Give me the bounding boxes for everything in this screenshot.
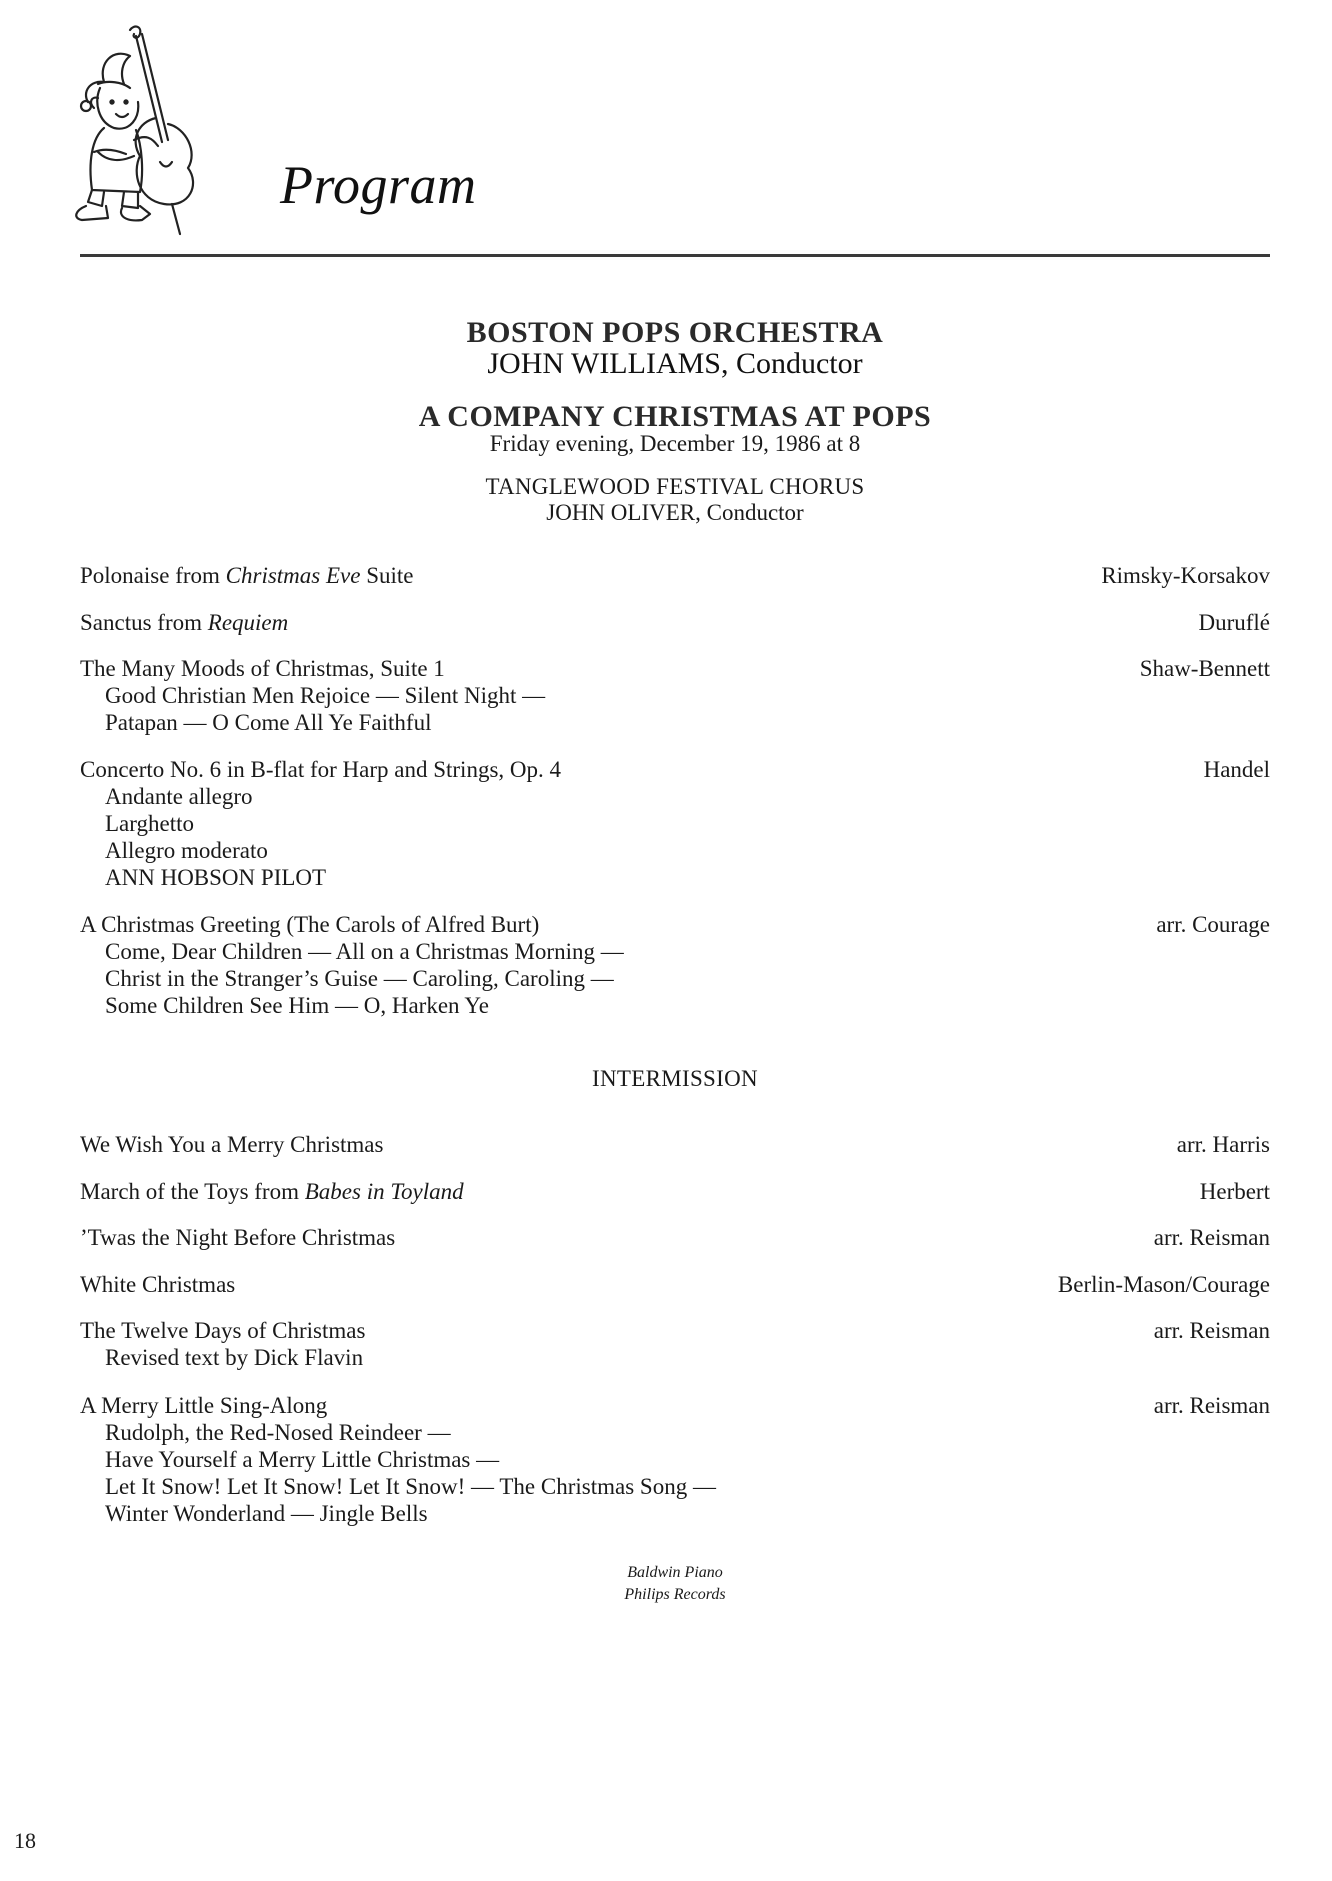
orchestra-conductor: JOHN WILLIAMS, Conductor xyxy=(487,347,863,380)
page-number: 18 xyxy=(14,1828,36,1853)
piece-title xyxy=(80,1224,1270,1251)
program-entry xyxy=(80,1317,1270,1371)
piece-title xyxy=(80,1392,1270,1419)
program-entry xyxy=(80,655,1270,736)
composer-name: Berlin-Mason/Courage xyxy=(1057,1272,1270,1297)
piece-sub-line: Rudolph, the Red-Nosed Reindeer — xyxy=(105,1420,451,1445)
elf-with-double-bass-icon xyxy=(68,22,208,238)
piece-sub-line: Come, Dear Children — All on a Christmas Morning — xyxy=(105,939,624,964)
orchestra-name: BOSTON POPS ORCHESTRA xyxy=(466,316,884,349)
program-entry xyxy=(80,1392,1270,1527)
piece-title-italic: Requiem xyxy=(207,610,289,635)
piece-sub-line: Larghetto xyxy=(105,811,194,836)
piece-title-text: Sanctus from xyxy=(80,610,208,635)
piece-sub-line: Some Children See Him — O, Harken Ye xyxy=(105,993,489,1018)
piece-sub-line: Let It Snow! Let It Snow! Let It Snow! — The Christmas Song — xyxy=(105,1474,716,1499)
composer-name: arr. Reisman xyxy=(1153,1318,1270,1343)
piece-title xyxy=(80,1131,1270,1158)
composer-name: arr. Reisman xyxy=(1153,1225,1270,1250)
composer-name: Handel xyxy=(1203,757,1270,782)
program-entry xyxy=(80,1271,1270,1298)
piece-title-text: ’Twas the Night Before Christmas xyxy=(80,1225,396,1250)
event-date: Friday evening, December 19, 1986 at 8 xyxy=(489,431,861,456)
piece-sub-line: ANN HOBSON PILOT xyxy=(105,865,327,890)
piece-sub-line: Allegro moderato xyxy=(105,838,268,863)
program-entry xyxy=(80,562,1270,589)
page-title: Program xyxy=(280,155,477,215)
intermission-label: INTERMISSION xyxy=(592,1066,758,1091)
piece-title-text: March of the Toys from xyxy=(80,1179,305,1204)
composer-name: Shaw-Bennett xyxy=(1139,656,1270,681)
piece-sub-line: Good Christian Men Rejoice — Silent Night — xyxy=(105,683,546,708)
piece-sub-line: Andante allegro xyxy=(105,784,253,809)
chorus-name: TANGLEWOOD FESTIVAL CHORUS xyxy=(485,474,865,499)
composer-name: arr. Harris xyxy=(1176,1132,1270,1157)
program-entry xyxy=(80,1131,1270,1158)
piece-title-italic: Christmas Eve xyxy=(225,563,361,588)
piece-title-text: Concerto No. 6 in B-flat for Harp and Strings, Op. 4 xyxy=(80,757,562,782)
program-entry xyxy=(80,609,1270,636)
piece-title-suffix: Suite xyxy=(360,563,414,588)
piece-title-text: Polonaise from xyxy=(80,563,226,588)
piece-title-text: A Merry Little Sing-Along xyxy=(80,1393,328,1418)
program-entry xyxy=(80,1224,1270,1251)
composer-name: Herbert xyxy=(1199,1179,1270,1204)
piece-sub-line: Winter Wonderland — Jingle Bells xyxy=(105,1501,428,1526)
credit-records: Philips Records xyxy=(624,1586,726,1603)
program-entry xyxy=(80,756,1270,891)
piece-title-italic: Babes in Toyland xyxy=(304,1179,464,1204)
piece-title xyxy=(80,1178,1270,1205)
piece-sub-line: Christ in the Stranger’s Guise — Caroling, Caroling — xyxy=(105,966,614,991)
piece-title-text: The Twelve Days of Christmas xyxy=(80,1318,366,1343)
piece-title xyxy=(80,756,1270,783)
piece-sub-line: Revised text by Dick Flavin xyxy=(105,1345,364,1370)
piece-sub-line: Patapan — O Come All Ye Faithful xyxy=(105,710,432,735)
composer-name: Rimsky-Korsakov xyxy=(1101,563,1270,588)
piece-title xyxy=(80,655,1270,682)
piece-title-text: The Many Moods of Christmas, Suite 1 xyxy=(80,656,445,681)
piece-title-text: White Christmas xyxy=(80,1272,236,1297)
composer-name: Duruflé xyxy=(1198,610,1270,635)
composer-name: arr. Reisman xyxy=(1153,1393,1270,1418)
program-entry xyxy=(80,911,1270,1019)
piece-title xyxy=(80,562,1270,589)
piece-title xyxy=(80,1317,1270,1344)
composer-name: arr. Courage xyxy=(1156,912,1270,937)
piece-title-text: A Christmas Greeting (The Carols of Alfred Burt) xyxy=(80,912,540,937)
piece-title xyxy=(80,609,1270,636)
piece-title xyxy=(80,911,1270,938)
chorus-conductor: JOHN OLIVER, Conductor xyxy=(546,500,804,525)
piece-sub-line: Have Yourself a Merry Little Christmas — xyxy=(105,1447,500,1472)
credit-piano: Baldwin Piano xyxy=(627,1564,723,1581)
piece-title-text: We Wish You a Merry Christmas xyxy=(80,1132,384,1157)
event-title: A COMPANY CHRISTMAS AT POPS xyxy=(418,400,932,433)
program-entry xyxy=(80,1178,1270,1205)
header-divider xyxy=(80,254,1270,257)
